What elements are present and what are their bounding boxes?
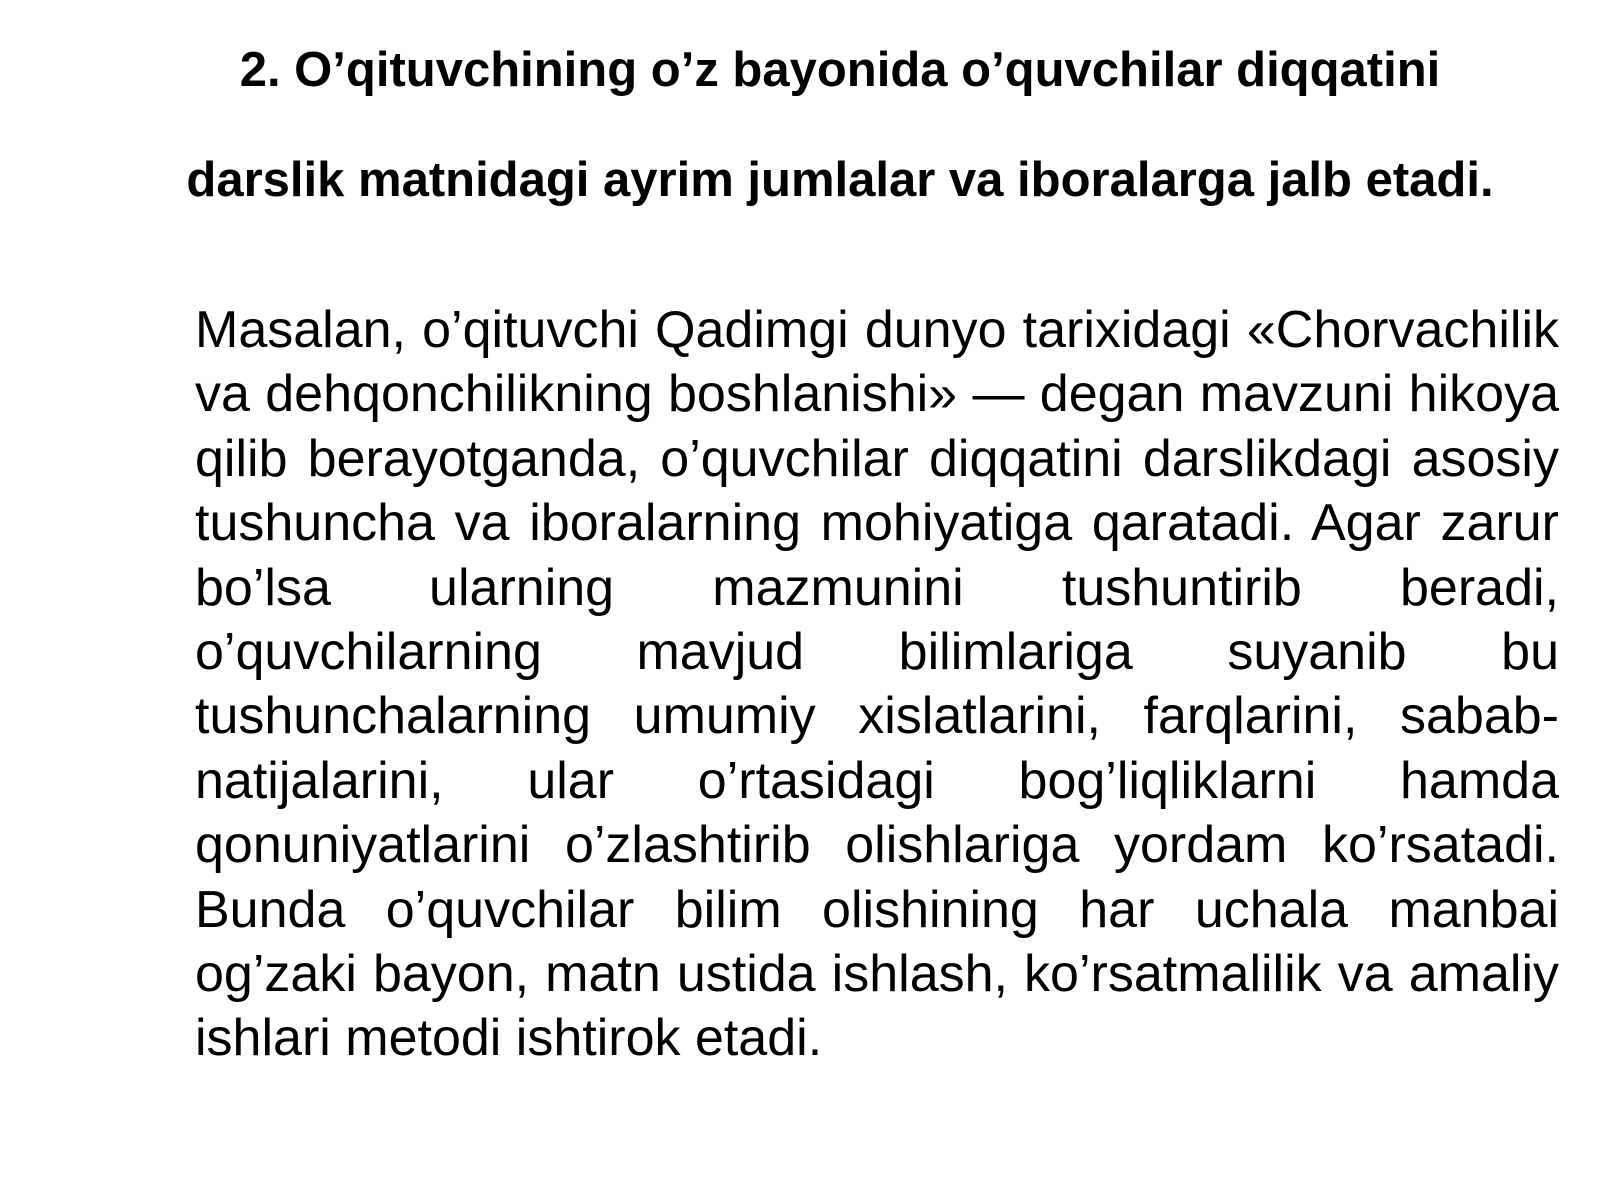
slide-heading-line-1: 2. O’qituvchining o’z bayonida o’quvchilar diqqatini <box>239 43 1441 97</box>
slide-heading-line-2: darslik matnidagi ayrim jumlalar va iboralarga jalb etadi. <box>186 153 1494 207</box>
slide-body-paragraph: Masalan, o’qituvchi Qadimgi dunyo tarixidagi «Chorvachilik va dehqonchilikning boshlanishi» — degan mavzuni hikoya qilib berayotganda, o’quvchilar diqqatini darslikdagi asosiy tushuncha va iboralarning mohiyatiga qaratadi. Agar zarur bo’lsa ularning mazmunini tushuntirib beradi, o’quvchilarning mavjud bilimlariga suyanib bu tushunchalarning umumiy xislatlarini, farqlarini, sabab-natijalarini, ular o’rtasidagi bog’liqliklarni hamda qonuniyatlarini o’zlashtirib olishlariga yordam ko’rsatadi. Bunda o’quvchilar bilim olishining har uchala manbai og’zaki bayon, matn ustida ishlash, ko’rsatmalilik va amaliy ishlari metodi ishtirok etadi. <box>195 301 1559 1068</box>
